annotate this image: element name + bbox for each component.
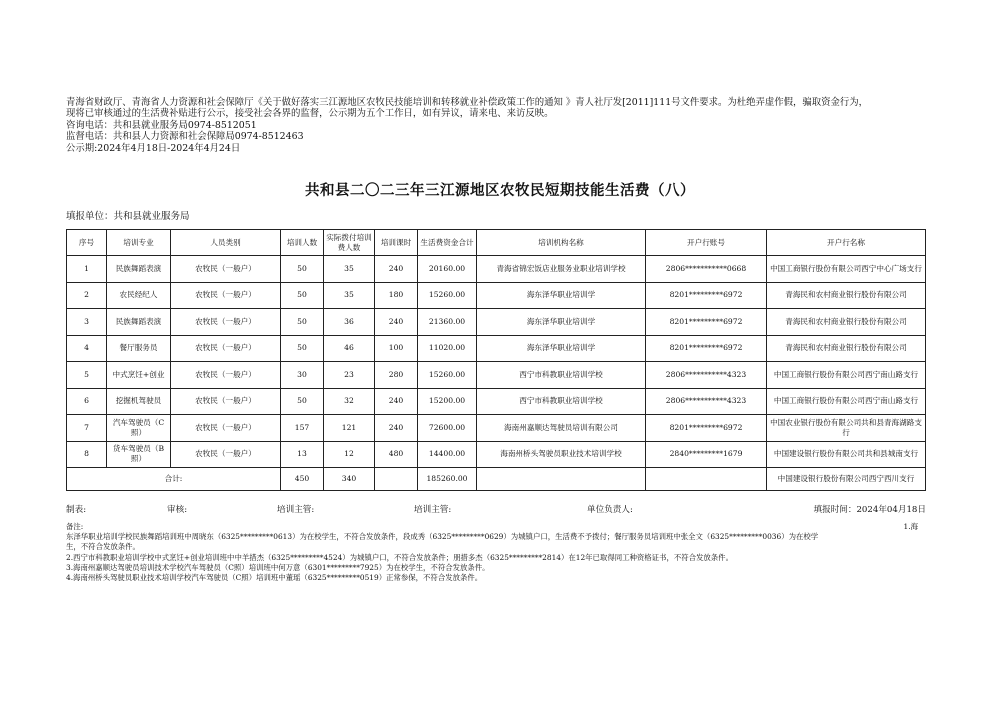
notice-block [66, 97, 946, 154]
table-cell: 民族舞蹈表演 [107, 309, 171, 336]
table-cell: 西宁市科教职业培训学校 [477, 362, 646, 389]
header-cell: 开户行名称 [767, 230, 926, 256]
document-title: 共和县二〇二三年三江源地区农牧民短期技能生活费（八） [305, 182, 695, 199]
table-cell: 8 [67, 441, 107, 468]
table-cell: 农牧民（一般户） [171, 415, 281, 442]
table-cell: 农牧民（一般户） [171, 335, 281, 362]
table-row [67, 282, 926, 309]
table-cell: 50 [281, 256, 324, 283]
header-cell: 人员类别 [171, 230, 281, 256]
table-cell: 中式烹饪+创业 [107, 362, 171, 389]
table-cell: 1 [67, 256, 107, 283]
remark-line: 生，不符合发放条件。 [66, 542, 140, 552]
table-cell: 青海民和农村商业银行股份有限公司 [767, 335, 926, 362]
subsidy-table [66, 229, 926, 491]
table-cell: 50 [281, 335, 324, 362]
table-row [67, 362, 926, 389]
header-cell: 培训专业 [107, 230, 171, 256]
reviewer-label: 审核: [167, 505, 188, 515]
table-cell: 20160.00 [418, 256, 477, 283]
table-cell: 中国建设银行股份有限公司共和县城南支行 [767, 441, 926, 468]
table-row [67, 256, 926, 283]
table-cell: 汽车驾驶员（C照） [107, 415, 171, 442]
table-row [67, 441, 926, 468]
maker-label: 制表: [66, 505, 87, 515]
table-cell: 15260.00 [418, 362, 477, 389]
total-empty-cell [375, 468, 418, 491]
table-cell: 50 [281, 309, 324, 336]
total-paid: 340 [324, 468, 375, 491]
table-cell: 50 [281, 282, 324, 309]
table-cell: 240 [375, 256, 418, 283]
table-cell: 8201*********6972 [646, 335, 767, 362]
table-cell: 11020.00 [418, 335, 477, 362]
table-cell: 8201*********6972 [646, 309, 767, 336]
table-cell: 民族舞蹈表演 [107, 256, 171, 283]
table-cell: 50 [281, 388, 324, 415]
table-cell: 100 [375, 335, 418, 362]
table-cell: 8201*********6972 [646, 415, 767, 442]
fill-time: 填报时间：2024年04月18日 [813, 505, 926, 515]
table-cell: 西宁市科教职业培训学校 [477, 388, 646, 415]
table-cell: 15260.00 [418, 282, 477, 309]
header-cell: 培训课时 [375, 230, 418, 256]
table-cell: 2840*********1679 [646, 441, 767, 468]
consult-phone: 咨询电话：共和县就业服务局0974-8512051 [66, 119, 257, 131]
table-cell: 4 [67, 335, 107, 362]
table-cell: 36 [324, 309, 375, 336]
table-row [67, 309, 926, 336]
training-lead-label: 培训主管: [414, 505, 452, 515]
table-cell: 2 [67, 282, 107, 309]
table-cell: 480 [375, 441, 418, 468]
total-empty-cell [646, 468, 767, 491]
notice-line: 青海省财政厅、青海省人力资源和社会保障厅《关于做好落实三江源地区农牧民技能培训和转移就业补偿政策工作的通知 》青人社厅发[2011]111号文件要求。为杜绝弄虚作假，骗取资金行为， [66, 97, 869, 108]
signature-row [66, 503, 926, 517]
remarks-header [66, 522, 926, 532]
table-cell: 海南州嘉顺达驾驶员培训有限公司 [477, 415, 646, 442]
table-cell: 23 [324, 362, 375, 389]
table-cell: 7 [67, 415, 107, 442]
table-cell: 中国工商银行股份有限公司西宁南山路支行 [767, 362, 926, 389]
table-cell: 农民经纪人 [107, 282, 171, 309]
table-cell: 海东泽华职业培训学 [477, 282, 646, 309]
header-cell: 开户行账号 [646, 230, 767, 256]
table-cell: 中国工商银行股份有限公司西宁南山路支行 [767, 388, 926, 415]
table-cell: 121 [324, 415, 375, 442]
table-cell: 157 [281, 415, 324, 442]
header-cell: 培训机构名称 [477, 230, 646, 256]
table-cell: 餐厅服务员 [107, 335, 171, 362]
table-cell: 13 [281, 441, 324, 468]
table-cell: 240 [375, 388, 418, 415]
table-cell: 35 [324, 256, 375, 283]
total-label: 合计: [67, 468, 281, 491]
table-cell: 46 [324, 335, 375, 362]
table-cell: 中国农业银行股份有限公司共和县青海湖路支行 [767, 415, 926, 442]
fill-unit: 填报单位：共和县就业服务局 [66, 211, 190, 222]
remark-line: 东泽华职业培训学校民族舞蹈培训班中周晓东（6325*********0613）为在校学生，不符合发放条件，段成秀（6325*********0629）为城镇户口，生活费不予拨付；餐厅服务员培训班中张全文（6325*********0036）为在校学 [66, 532, 819, 542]
table-row [67, 335, 926, 362]
table-cell: 农牧民（一般户） [171, 388, 281, 415]
table-cell: 2806***********0668 [646, 256, 767, 283]
total-empty-cell [477, 468, 646, 491]
table-cell: 180 [375, 282, 418, 309]
remarks-label: 备注: [66, 522, 84, 531]
header-cell: 培训人数 [281, 230, 324, 256]
table-cell: 农牧民（一般户） [171, 282, 281, 309]
table-cell: 15200.00 [418, 388, 477, 415]
table-cell: 青海民和农村商业银行股份有限公司 [767, 309, 926, 336]
unit-head-label: 单位负责人: [587, 505, 633, 515]
table-row [67, 388, 926, 415]
remarks-number: 1.海 [903, 522, 918, 531]
notice-period: 公示期:2024年4月18日-2024年4月24日 [66, 142, 241, 154]
total-trainees: 450 [281, 468, 324, 491]
table-cell: 农牧民（一般户） [171, 362, 281, 389]
table-cell: 240 [375, 415, 418, 442]
table-cell: 海东泽华职业培训学 [477, 309, 646, 336]
table-cell: 2806***********4323 [646, 388, 767, 415]
table-cell: 农牧民（一般户） [171, 309, 281, 336]
table-cell: 8201*********6972 [646, 282, 767, 309]
remark-line: 2.西宁市科教职业培训学校中式烹饪+创业培训班中中羊措杰（6325*********4524）为城镇户口，不符合发放条件；朋措多杰（6325*********2814）在12年已取得同工种资格证书，不符合发放条件。 [66, 552, 733, 562]
table-cell: 35 [324, 282, 375, 309]
table-header-row [67, 230, 926, 256]
total-bank-name: 中国建设银行股份有限公司西宁西川支行 [767, 468, 926, 491]
total-row [67, 468, 926, 491]
table-cell: 240 [375, 309, 418, 336]
notice-line: 现将已审核通过的生活费补贴进行公示，接受社会各界的监督，公示期为五个工作日，如有异议，请来电、来访反映。 [66, 108, 554, 120]
supervise-phone: 监督电话：共和县人力资源和社会保障局0974-8512463 [66, 131, 304, 143]
table-cell: 30 [281, 362, 324, 389]
remarks-block [66, 522, 926, 583]
table-cell: 货车驾驶员（B照） [107, 441, 171, 468]
training-head-label: 培训主管: [277, 505, 315, 515]
table-cell: 6 [67, 388, 107, 415]
table-cell: 72600.00 [418, 415, 477, 442]
remark-line: 3.海南州嘉顺达驾驶员培训技术学校汽车驾驶员（C照）培训班中何万意（6301*********7925）为在校学生，不符合发放条件。 [66, 562, 490, 572]
header-cell: 生活费资金合计 [418, 230, 477, 256]
header-cell: 实际拨付培训费人数 [324, 230, 375, 256]
table-row [67, 415, 926, 442]
table-cell: 2806***********4323 [646, 362, 767, 389]
table-cell: 海东泽华职业培训学 [477, 335, 646, 362]
table-cell: 海南州桥头驾驶员职业技术培训学校 [477, 441, 646, 468]
table-cell: 中国工商银行股份有限公司西宁中心广场支行 [767, 256, 926, 283]
table-cell: 32 [324, 388, 375, 415]
remark-line: 4.海南州桥头驾驶员职业技术培训学校汽车驾驶员（C照）培训班中董瑶（6325*********0519）正常参保，不符合发放条件。 [66, 573, 483, 582]
total-amount: 185260.00 [418, 468, 477, 491]
table-cell: 5 [67, 362, 107, 389]
table-cell: 12 [324, 441, 375, 468]
table-cell: 280 [375, 362, 418, 389]
header-cell: 序号 [67, 230, 107, 256]
table-cell: 青海民和农村商业银行股份有限公司 [767, 282, 926, 309]
table-cell: 14400.00 [418, 441, 477, 468]
table-cell: 农牧民（一般户） [171, 256, 281, 283]
table-cell: 青海省锦宏饭店业服务业职业培训学校 [477, 256, 646, 283]
table-cell: 21360.00 [418, 309, 477, 336]
table-cell: 3 [67, 309, 107, 336]
table-cell: 挖掘机驾驶员 [107, 388, 171, 415]
table-cell: 农牧民（一般户） [171, 441, 281, 468]
